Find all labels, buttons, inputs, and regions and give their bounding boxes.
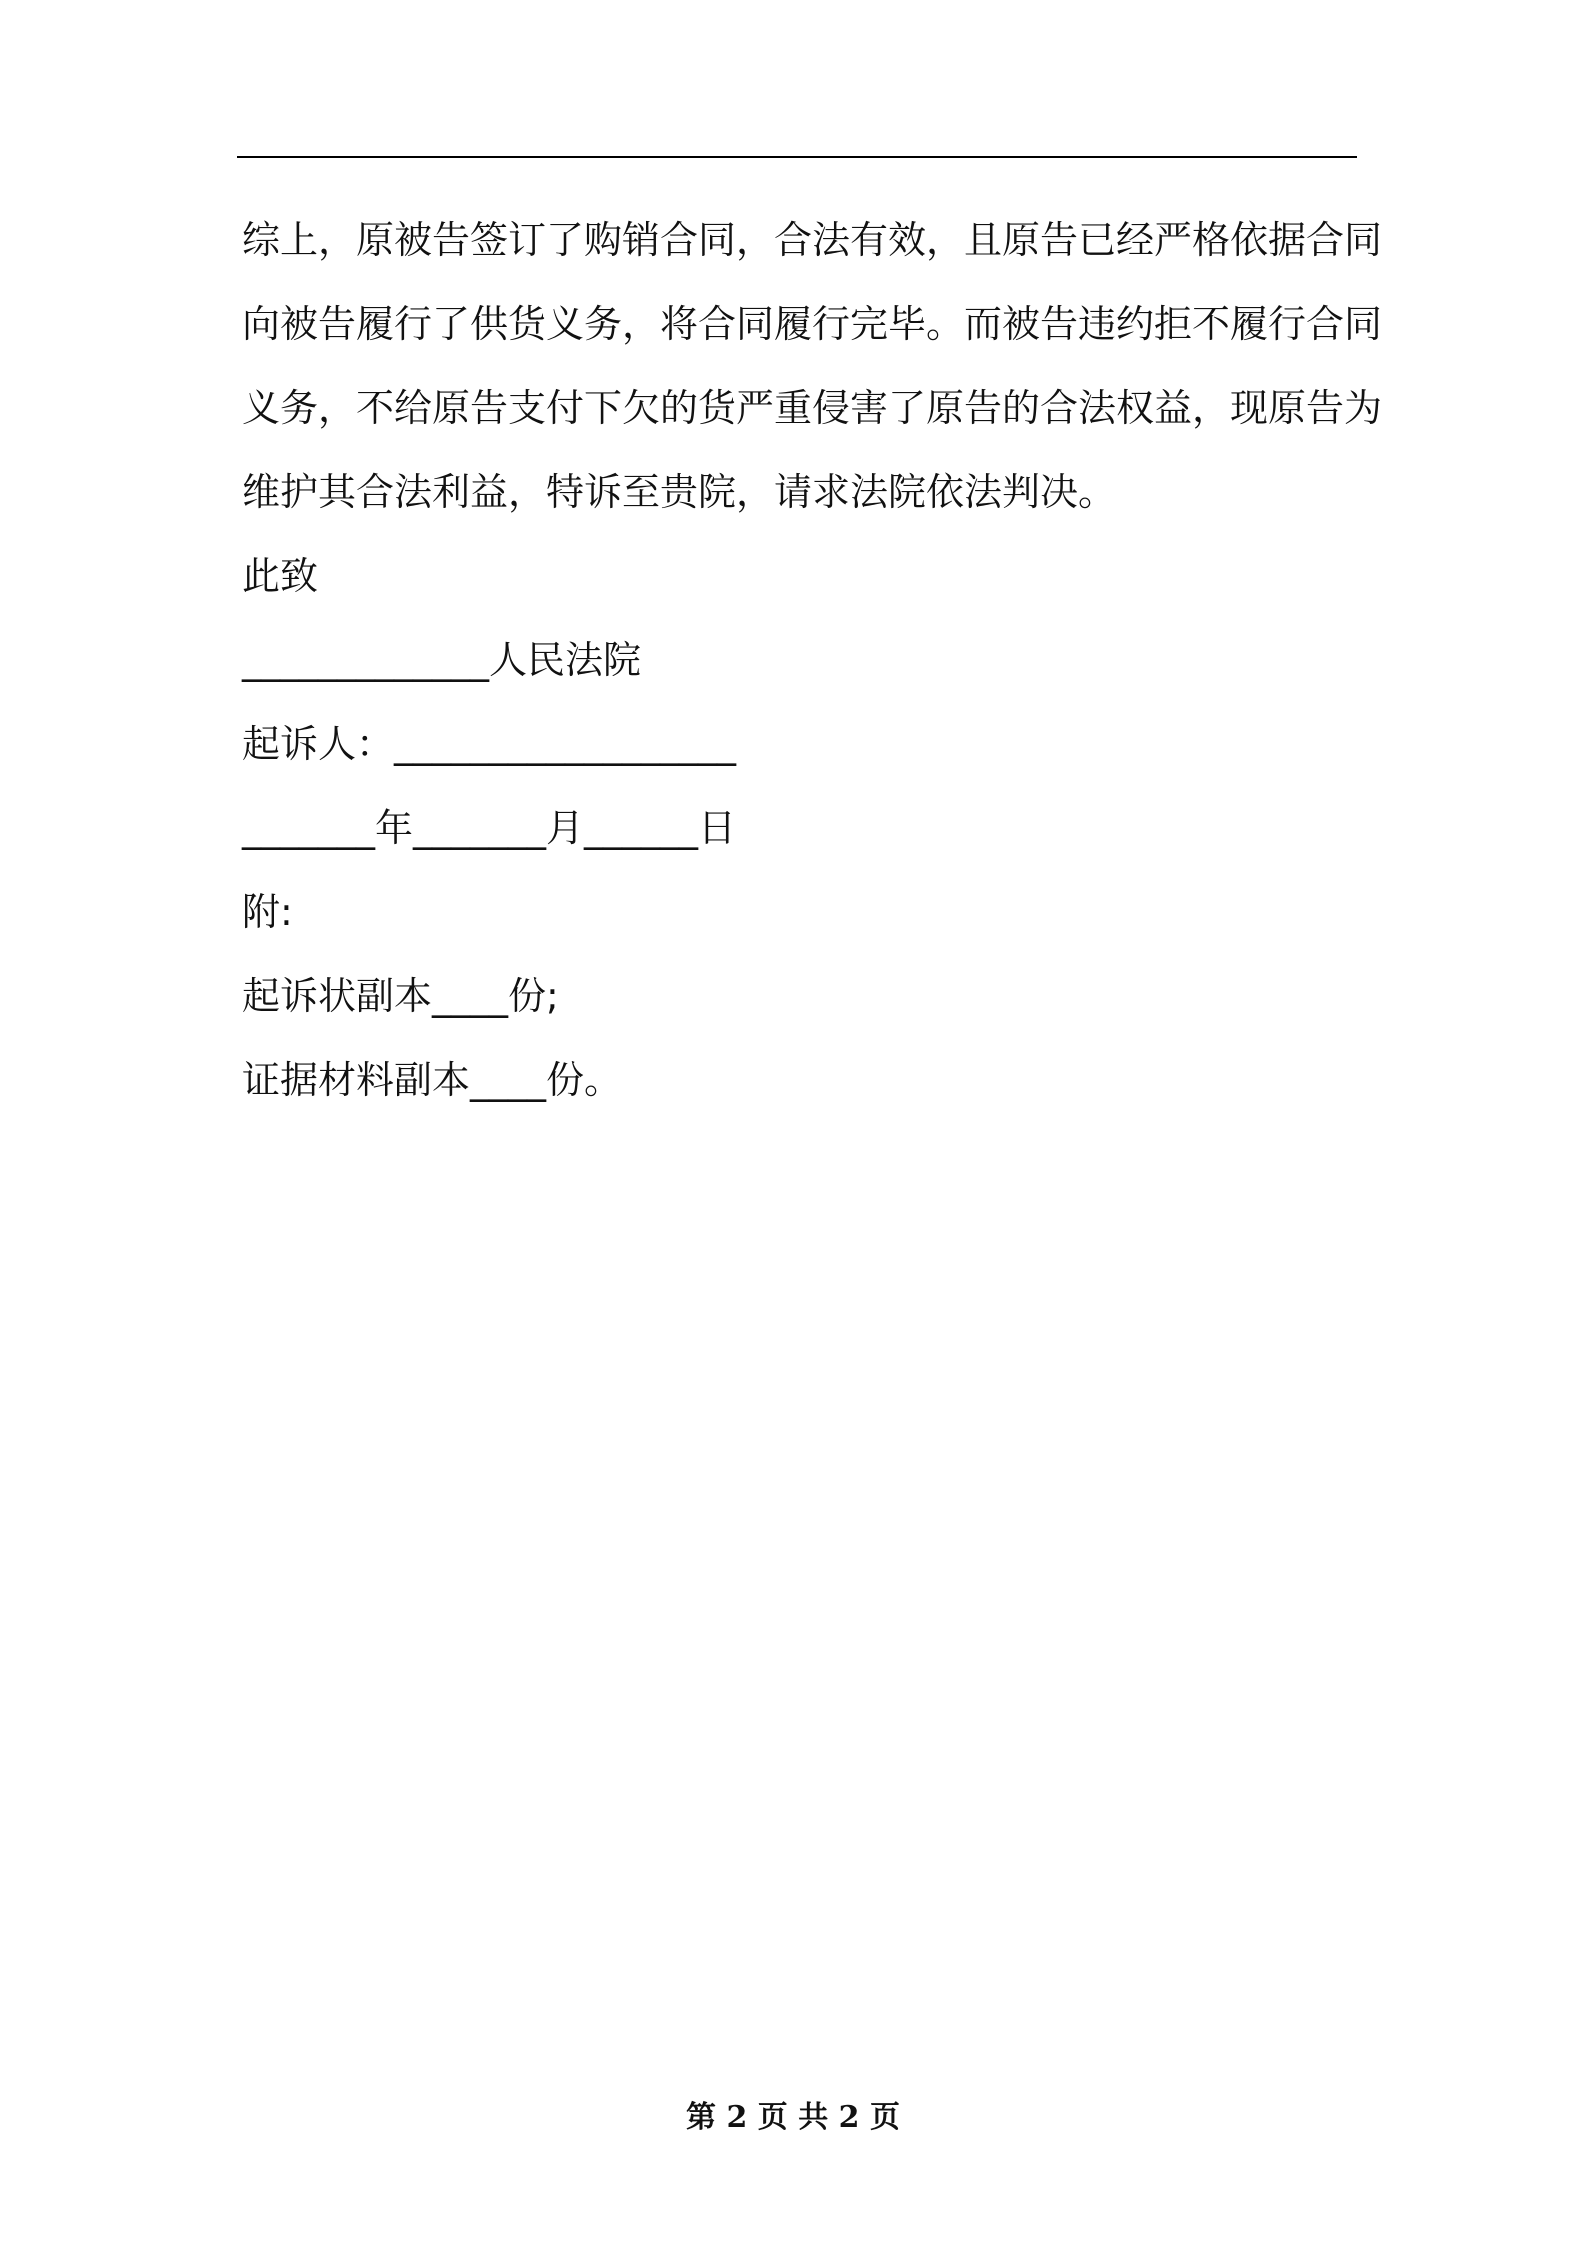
page-footer: 第 2 页 共 2 页 bbox=[686, 2100, 900, 2135]
attachment-item: 起诉状副本____份; bbox=[242, 974, 559, 1018]
paragraph-line: 综上，原被告签订了购销合同，合法有效，且原告已经严格依据合同 bbox=[242, 218, 1383, 262]
paragraph-line: 维护其合法利益，特诉至贵院，请求法院依法判决。 bbox=[242, 470, 1117, 514]
paragraph-line: 义务，不给原告支付下欠的货严重侵害了原告的合法权益，现原告为 bbox=[242, 386, 1383, 430]
court-line: _____________人民法院 bbox=[242, 638, 642, 682]
closing-salutation: 此致 bbox=[242, 554, 319, 598]
document-body bbox=[242, 198, 1383, 1122]
date-line: _______年_______月______日 bbox=[242, 806, 737, 850]
attachments-heading: 附: bbox=[242, 890, 293, 934]
attachment-item: 证据材料副本____份。 bbox=[242, 1058, 623, 1102]
header-rule bbox=[237, 156, 1357, 158]
plaintiff-signature-line: 起诉人：__________________ bbox=[242, 722, 737, 766]
paragraph-line: 向被告履行了供货义务，将合同履行完毕。而被告违约拒不履行合同 bbox=[242, 302, 1383, 346]
